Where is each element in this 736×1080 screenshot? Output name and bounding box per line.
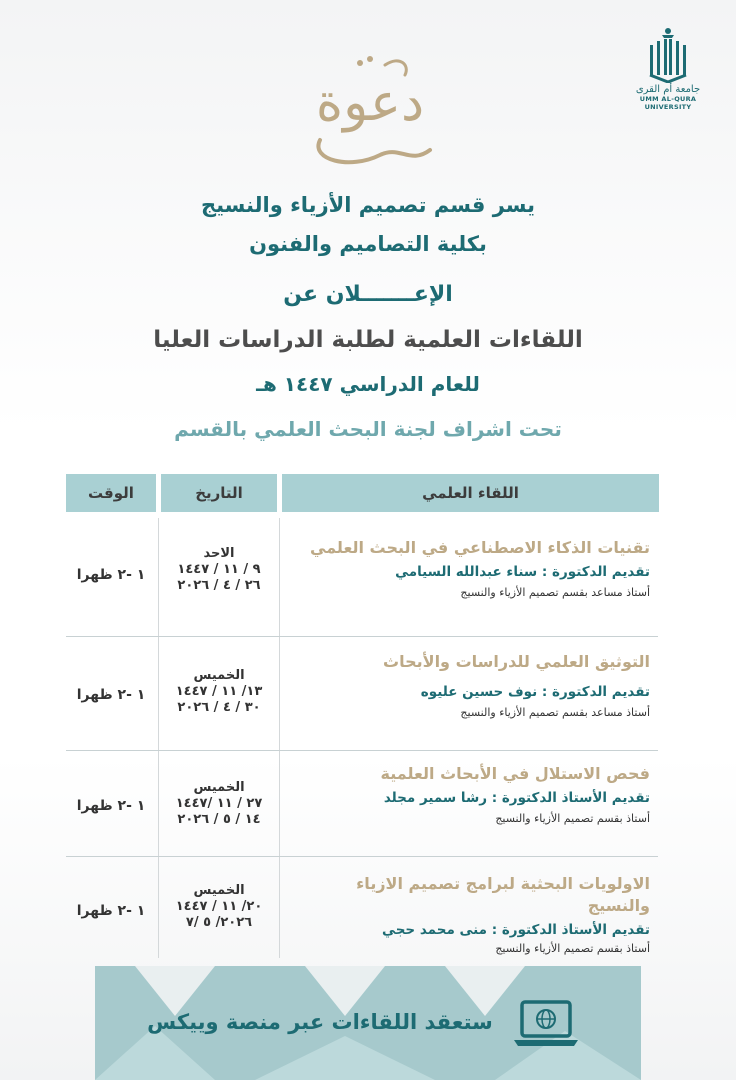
university-emblem-icon	[646, 25, 690, 83]
talk-date	[161, 668, 277, 716]
calligraphy-text: دعوة	[315, 73, 425, 133]
logo-english-name: UMM AL-QURA UNIVERSITY	[639, 95, 697, 111]
gregorian-date: ٢٦ / ٤ / ٢٠٢٦	[177, 578, 261, 593]
university-logo	[618, 25, 718, 111]
talk-title: فحص الاستلال في الأبحاث العلمية	[380, 764, 650, 783]
column-separator	[158, 518, 159, 958]
laptop-globe-icon	[510, 998, 582, 1050]
talk-date	[161, 546, 277, 594]
talk-presenter: تقديم الأستاذ الدكتورة : منى محمد حجي	[382, 922, 650, 938]
talk-time: ١ -٢ ظهرا	[76, 567, 146, 583]
gregorian-date: ٢٠٢٦/ ٥ /٧	[185, 915, 253, 930]
presenter-affiliation: أستاذ مساعد بقسم تصميم الأزياء والنسيج	[460, 706, 650, 719]
talk-presenter: تقديم الأستاذ الدكتورة : رشا سمير مجلد	[383, 790, 650, 806]
table-row	[290, 651, 650, 722]
table-row	[290, 763, 650, 828]
hijri-date: ٢٧ / ١١ /١٤٤٧	[175, 796, 263, 811]
row-separator	[66, 636, 658, 637]
talk-date	[161, 780, 277, 828]
talk-presenter: تقديم الدكتورة : نوف حسين عليوه	[420, 684, 650, 700]
talk-day: الخميس	[193, 883, 245, 898]
talk-title: الاولويات البحثية لبرامج تصميم الازياء والنسيج	[356, 874, 650, 915]
row-separator	[66, 750, 658, 751]
gregorian-date: ٣٠ / ٤ / ٢٠٢٦	[177, 700, 261, 715]
talk-day: الخميس	[193, 668, 245, 683]
logo-arabic-name: جامعة أم القرى	[635, 84, 701, 95]
column-header-talk: اللقاء العلمي	[282, 474, 659, 512]
announcement-heading: الإعـــــــلان عن	[283, 282, 453, 307]
talk-time: ١ -٢ ظهرا	[76, 798, 146, 814]
gregorian-date: ١٤ / ٥ / ٢٠٢٦	[177, 812, 261, 827]
academic-year: للعام الدراسي ١٤٤٧ هـ	[256, 372, 480, 396]
hijri-date: ٢٠/ ١١ / ١٤٤٧	[175, 899, 263, 914]
column-header-time: الوقت	[66, 474, 156, 512]
talk-day: الخميس	[193, 780, 245, 795]
column-separator	[279, 518, 280, 958]
host-department: يسر قسم تصميم الأزياء والنسيج	[200, 193, 536, 217]
talk-time: ١ -٢ ظهرا	[76, 903, 146, 919]
talk-day: الاحد	[203, 546, 235, 561]
talk-date	[161, 883, 277, 931]
presenter-affiliation: أستاذ مساعد بقسم تصميم الأزياء والنسيج	[460, 586, 650, 599]
hijri-date: ١٣/ ١١ / ١٤٤٧	[175, 684, 263, 699]
talk-title: تقنيات الذكاء الاصطناعي في البحث العلمي	[310, 538, 650, 557]
table-row	[290, 537, 650, 602]
host-college: بكلية التصاميم والفنون	[249, 232, 487, 256]
presenter-affiliation: أستاذ بقسم تصميم الأزياء والنسيج	[495, 942, 650, 955]
hijri-date: ٩ / ١١ / ١٤٤٧	[177, 562, 261, 577]
invitation-calligraphy	[290, 45, 450, 170]
event-title: اللقاءات العلمية لطلبة الدراسات العليا	[153, 327, 583, 353]
talk-title: التوثيق العلمي للدراسات والأبحاث	[383, 652, 650, 671]
talk-time: ١ -٢ ظهرا	[76, 687, 146, 703]
column-header-date: التاريخ	[161, 474, 277, 512]
supervision-note: تحت اشراف لجنة البحث العلمي بالقسم	[174, 417, 562, 441]
presenter-affiliation: أستاذ بقسم تصميم الأزياء والنسيج	[495, 812, 650, 825]
online-platform-note: ستعقد اللقاءات عبر منصة وييكس	[147, 1010, 493, 1034]
row-separator	[66, 856, 658, 857]
talk-presenter: تقديم الدكتورة : سناء عبدالله السيامي	[395, 564, 650, 580]
table-row	[290, 873, 650, 958]
